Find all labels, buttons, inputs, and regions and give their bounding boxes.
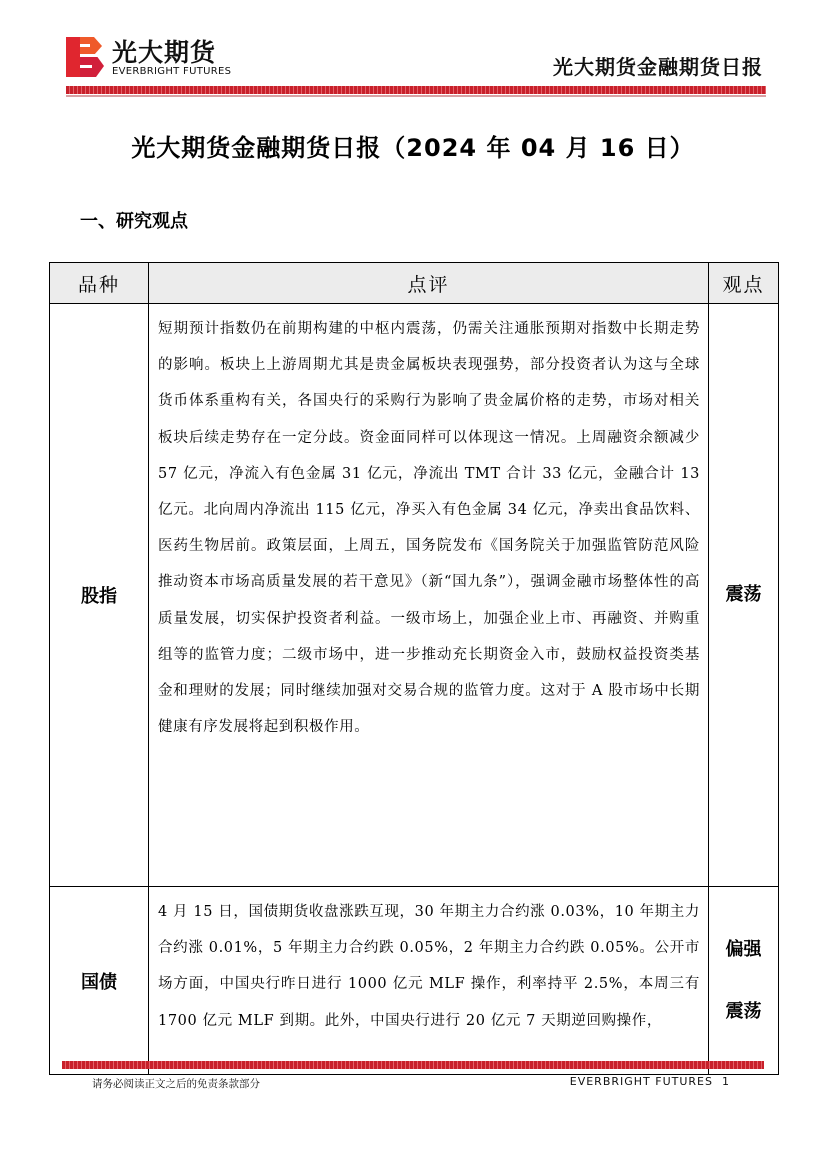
footer-divider [62,1061,764,1069]
row-kind: 股指 [50,304,149,887]
document-title: 光大期货金融期货日报（2024 年 04 月 16 日） [131,134,695,162]
everbright-logo-icon [64,35,108,79]
row-view [709,887,779,1075]
footer-brand [570,1075,730,1088]
header-kind: 品种 [50,263,149,304]
brand-name-cn: 光大期货 [112,38,217,67]
footer-brand-text: EVERBRIGHT FUTURES [569,1075,713,1088]
page-header [0,0,826,100]
row-kind: 国债 [50,887,149,1075]
row-comment: 4 月 15 日，国债期货收盘涨跌互现，30 年期主力合约涨 0.03%，10 年期主力合约涨 0.01%，5 年期主力合约跌 0.05%，2 年期主力合约跌 0.05%。公开市场方面，中国央行昨日进行 1000 亿元 MLF 操作，利率持平 2.5%，本周三有 1700 亿元 MLF 到期。此外，中国央行进行 20 亿元 7 天期逆回购操作， [149,887,709,1075]
research-table [49,262,779,1075]
view-label: 偏强 [725,938,762,960]
header-divider [66,86,766,94]
view-label: 震荡 [725,1000,762,1022]
header-view: 观点 [709,263,779,304]
section-heading: 一、研究观点 [80,211,188,232]
brand-name-en: EVERBRIGHT FUTURES [112,66,232,77]
table-row [50,304,779,887]
report-name: 光大期货金融期货日报 [553,55,763,79]
header-comment: 点评 [149,263,709,304]
table-row [50,887,779,1075]
header-divider-thin [66,95,766,97]
row-comment: 短期预计指数仍在前期构建的中枢内震荡，仍需关注通胀预期对指数中长期走势的影响。板块上上游周期尤其是贵金属板块表现强势，部分投资者认为这与全球货币体系重构有关，各国央行的采购行为影响了贵金属价格的走势，市场对相关板块后续走势存在一定分歧。资金面同样可以体现这一情况。上周融资余额减少 57 亿元，净流入有色金属 31 亿元，净流出 TMT 合计 33 亿元，金融合计 13 亿元。北向周内净流出 115 亿元，净买入有色金属 34 亿元，净卖出食品饮料、医药生物居前。政策层面，上周五，国务院发布《国务院关于加强监管防范风险推动资本市场高质量发展的若干意见》（新“国九条”），强调金融市场整体性的高质量发展，切实保护投资者利益。一级市场上，加强企业上市、再融资、并购重组等的监管力度；二级市场中，进一步推动充长期资金入市，鼓励权益投资类基金和理财的发展；同时继续加强对交易合规的监管力度。这对于 A 股市场中长期健康有序发展将起到积极作用。 [149,304,709,887]
table-header-row [50,263,779,304]
page-number: 1 [722,1075,730,1088]
view-label: 震荡 [725,584,762,605]
row-view [709,304,779,887]
footer-disclaimer: 请务必阅读正文之后的免责条款部分 [92,1078,260,1090]
